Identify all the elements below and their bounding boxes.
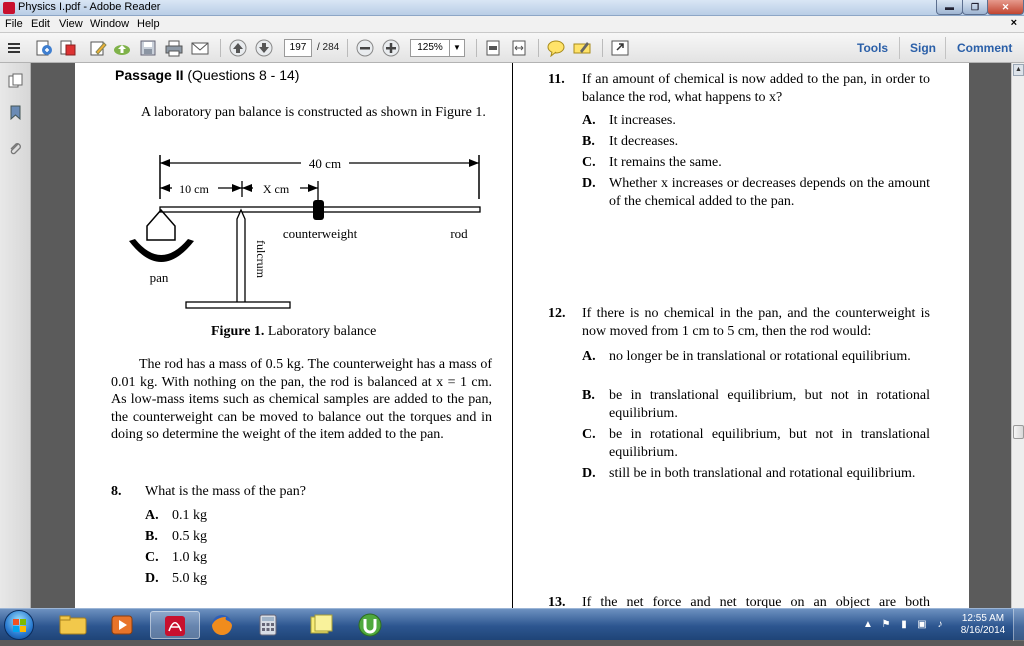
hamburger-menu-icon[interactable] (4, 39, 24, 57)
answer-option-d: still be in both translational and rotational equilibrium. (609, 466, 916, 481)
menu-edit[interactable]: Edit (31, 18, 50, 30)
question-number: 8. (111, 484, 122, 499)
zoom-level-input[interactable]: 125% (410, 39, 450, 57)
chevron-up-icon: ▲ (1015, 66, 1022, 73)
fit-width-icon[interactable] (509, 39, 529, 57)
menu-view[interactable]: View (59, 18, 83, 30)
answer-option-c: 1.0 kg (172, 550, 207, 565)
utorrent-icon (346, 611, 396, 639)
option-letter: B. (582, 134, 595, 149)
taskbar (0, 608, 1024, 640)
next-page-icon[interactable] (254, 39, 274, 57)
comment-pane-button[interactable]: Comment (957, 41, 1013, 55)
option-letter: C. (145, 550, 159, 565)
show-hidden-icons-icon[interactable]: ▲ (863, 619, 873, 630)
folder-icon (48, 611, 98, 639)
navigation-pane (0, 63, 31, 608)
column-divider (512, 63, 513, 608)
option-letter: C. (582, 427, 596, 442)
sticky-note-comment-icon[interactable] (546, 39, 566, 57)
passage-intro: A laboratory pan balance is constructed as shown in Figure 1. (141, 105, 486, 120)
adobe-pdf-icon (151, 612, 201, 640)
page-thumbnails-icon[interactable] (8, 73, 23, 88)
edit-pdf-icon[interactable] (88, 39, 108, 57)
taskbar-sticky-notes[interactable] (296, 611, 346, 639)
answer-option-b: be in translational equilibrium, but not in rotational equilibrium. (609, 388, 930, 421)
tools-pane-button[interactable]: Tools (857, 41, 889, 55)
toolbar-separator (220, 39, 221, 57)
email-icon[interactable] (190, 39, 210, 57)
label-pan: pan (149, 270, 169, 285)
answer-option-d: 5.0 kg (172, 571, 207, 586)
save-icon[interactable] (138, 39, 158, 57)
option-letter: B. (145, 529, 158, 544)
arrowhead (242, 184, 252, 192)
label-rod: rod (450, 226, 468, 241)
zoom-dropdown-button[interactable] (449, 39, 465, 57)
calculator-icon (244, 611, 294, 639)
adobe-reader-icon (3, 2, 15, 14)
maximize-button[interactable]: ❐ (962, 0, 988, 15)
question-number: 11. (548, 72, 565, 87)
figure-caption-text: Laboratory balance (267, 324, 377, 339)
sticky-notes-icon (296, 611, 346, 639)
toolbar-separator (945, 37, 946, 59)
answer-option-a: 0.1 kg (172, 508, 207, 523)
option-letter: D. (582, 466, 596, 481)
sign-pane-button[interactable]: Sign (910, 41, 936, 55)
toolbar-separator (899, 37, 900, 59)
previous-page-icon[interactable] (228, 39, 248, 57)
volume-icon[interactable]: ♪ (937, 619, 943, 630)
taskbar-firefox[interactable] (198, 611, 248, 639)
scroll-up-button[interactable] (1013, 64, 1024, 76)
answer-option-d: Whether x increases or decreases depends on the amount of the chemical added to the pan. (609, 176, 930, 209)
label-counterweight: counterweight (282, 226, 358, 241)
figure-caption-number: Figure 1. (211, 324, 265, 339)
print-icon[interactable] (164, 39, 184, 57)
arrowhead (160, 159, 170, 167)
question-text: If there is no chemical in the pan, and the counterweight is now moved from 1 cm to 5 cm, then the rod would: (582, 306, 930, 339)
bookmarks-icon[interactable] (8, 105, 23, 120)
menu-file[interactable]: File (5, 18, 23, 30)
option-letter: A. (582, 349, 596, 364)
passage-heading (115, 67, 299, 84)
clock-date: 8/16/2014 (960, 625, 1006, 636)
toolbar-separator (538, 39, 539, 57)
action-center-flag-icon[interactable]: ⚑ (881, 619, 891, 630)
option-letter: B. (582, 388, 595, 403)
highlight-text-icon[interactable] (572, 39, 592, 57)
question-text: If the net force and net torque on an object are both (582, 595, 930, 608)
passage-body: The rod has a mass of 0.5 kg. The counterweight has a mass of 0.01 kg. With nothing on the pan, the rod is balanced at x = 1 cm. As low-mass items such as chemical samples are added to the pan, the counterweight can be moved to balance out the torques and in doing so determine the weight of the item added to the pan. (111, 357, 492, 442)
start-button[interactable] (4, 610, 34, 640)
option-letter: D. (582, 176, 596, 191)
fit-page-icon[interactable] (483, 39, 503, 57)
answer-option-b: 0.5 kg (172, 529, 207, 544)
system-clock[interactable] (958, 613, 1008, 637)
windows-logo-icon (5, 611, 35, 641)
answer-option-a: no longer be in translational or rotational equilibrium. (609, 349, 911, 364)
taskbar-adobe-reader[interactable] (150, 611, 200, 639)
fulcrum (237, 210, 245, 307)
taskbar-utorrent[interactable] (346, 611, 396, 639)
option-letter: A. (582, 113, 596, 128)
scrollbar-thumb[interactable] (1013, 425, 1024, 439)
window-title: Physics I.pdf - Adobe Reader (18, 1, 161, 13)
answer-option-c: It remains the same. (609, 155, 722, 170)
figure-caption (211, 323, 376, 340)
question-number: 12. (548, 306, 566, 321)
title-bar (0, 0, 1024, 16)
chevron-down-icon: ▼ (453, 43, 461, 52)
question-text: If an amount of chemical is now added to the pan, in order to balance the rod, what happens to x? (582, 72, 930, 105)
label-10cm: 10 cm (179, 182, 209, 196)
page-total-label: / 284 (317, 42, 340, 53)
document-view[interactable] (31, 63, 1011, 608)
arrowhead (232, 184, 242, 192)
page-number-input[interactable]: 197 (284, 39, 312, 57)
label-xcm: X cm (262, 182, 290, 196)
option-letter: C. (582, 155, 596, 170)
fullscreen-expand-icon[interactable] (610, 39, 630, 57)
passage-question-range: (Questions 8 - 14) (187, 67, 300, 83)
fulcrum-base (186, 302, 290, 308)
pan-hanger (147, 210, 175, 240)
toolbar-separator (347, 39, 348, 57)
vertical-scrollbar[interactable] (1011, 63, 1024, 608)
figure-laboratory-balance (115, 147, 495, 317)
create-pdf-icon[interactable] (34, 39, 54, 57)
menu-help[interactable]: Help (137, 18, 160, 30)
counterweight (313, 200, 324, 220)
toolbar-separator (476, 39, 477, 57)
question-text: What is the mass of the pan? (145, 484, 306, 499)
label-fulcrum: fulcrum (254, 240, 268, 278)
option-letter: A. (145, 508, 159, 523)
answer-option-a: It increases. (609, 113, 676, 128)
close-document-button[interactable]: × (1010, 17, 1017, 29)
pan (129, 239, 194, 262)
power-battery-icon[interactable]: ▮ (901, 619, 907, 630)
close-button[interactable]: ✕ (987, 0, 1024, 15)
passage-title: Passage II (115, 67, 184, 83)
toolbar (0, 33, 1024, 63)
label-40cm: 40 cm (308, 156, 342, 171)
pdf-page (75, 63, 969, 608)
answer-option-c: be in rotational equilibrium, but not in translational equilibrium. (609, 427, 930, 460)
option-letter: D. (145, 571, 159, 586)
combine-files-icon[interactable] (58, 39, 78, 57)
toolbar-separator (602, 39, 603, 57)
taskbar-media-player[interactable] (98, 611, 148, 639)
media-player-icon (98, 611, 148, 639)
firefox-icon (198, 611, 248, 639)
question-number: 13. (548, 595, 566, 608)
arrowhead (308, 184, 318, 192)
menu-window[interactable]: Window (90, 18, 130, 30)
network-icon[interactable]: ▣ (917, 619, 927, 630)
zoom-in-icon[interactable] (381, 39, 401, 57)
upload-cloud-icon[interactable] (112, 39, 132, 57)
arrowhead (469, 159, 479, 167)
taskbar-explorer[interactable] (48, 611, 98, 639)
arrowhead (160, 184, 170, 192)
clock-time: 12:55 AM (961, 613, 1005, 624)
minimize-button[interactable]: ▬ (936, 0, 963, 15)
zoom-out-icon[interactable] (355, 39, 375, 57)
answer-option-b: It decreases. (609, 134, 679, 149)
menu-bar (0, 16, 1024, 33)
taskbar-calculator[interactable] (244, 611, 294, 639)
show-desktop-button[interactable] (1013, 609, 1024, 641)
attachments-paperclip-icon[interactable] (8, 141, 23, 156)
